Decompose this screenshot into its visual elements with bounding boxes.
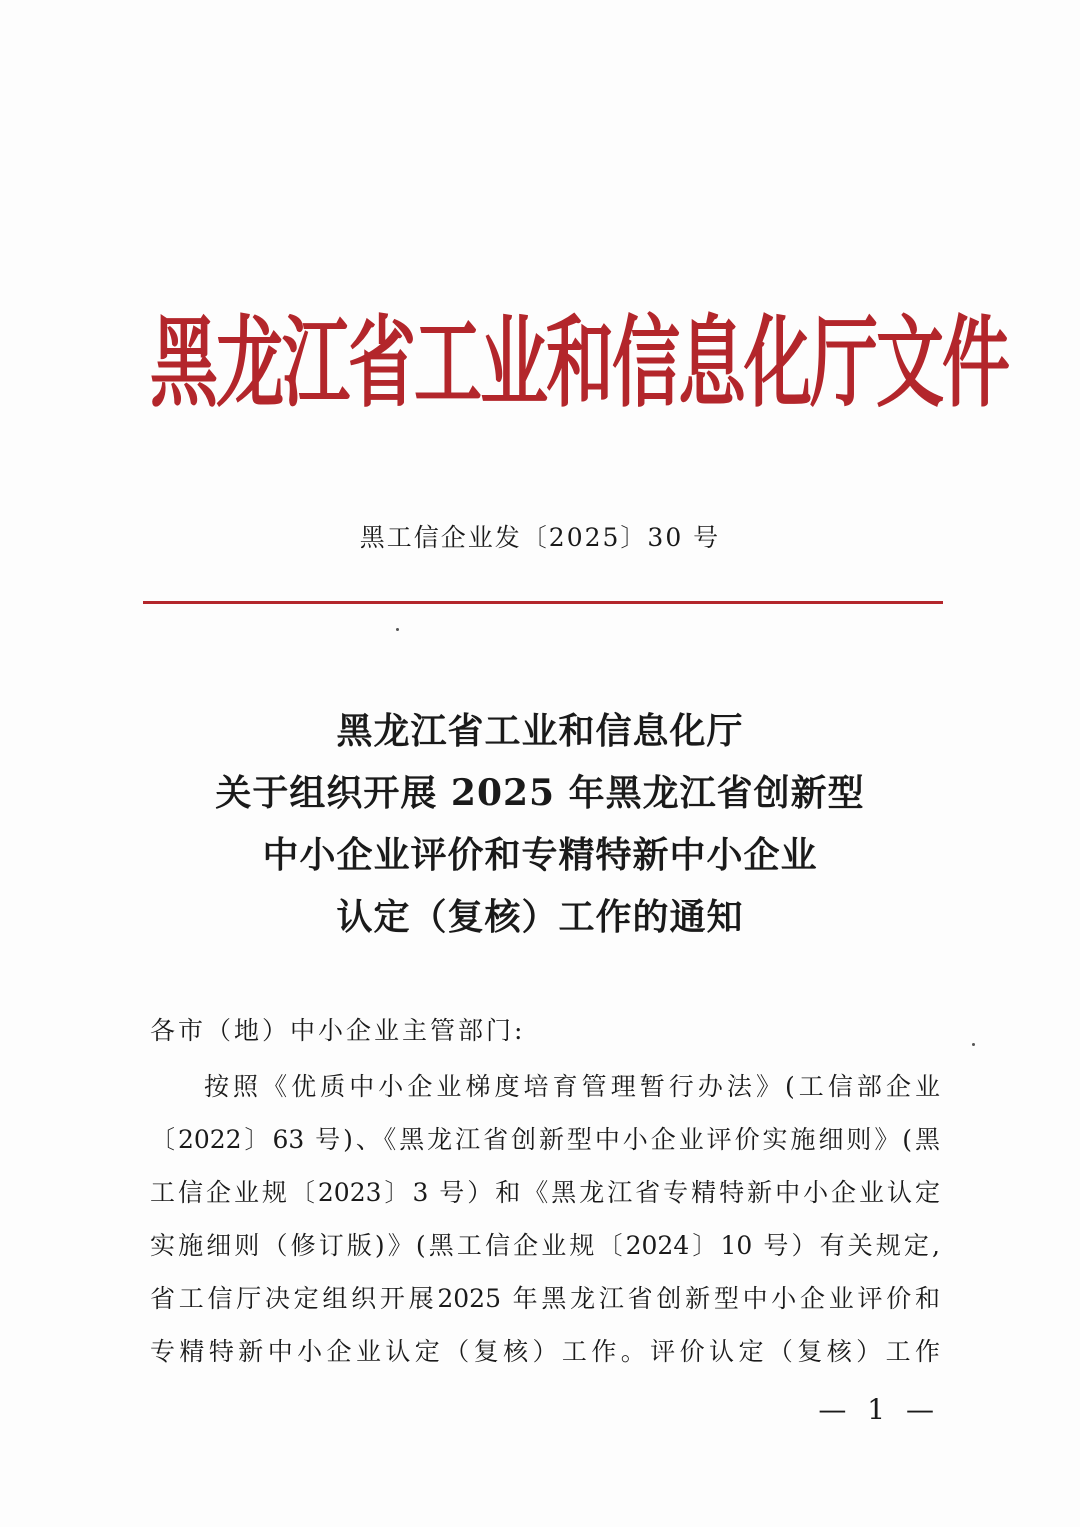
title-line: 黑龙江省工业和信息化厅 bbox=[336, 710, 744, 752]
body-line: 专精特新中小企业认定（复核）工作。评价认定（复核）工作 bbox=[150, 1337, 940, 1366]
body-line: 工信企业规〔2023〕3 号）和《黑龙江省专精特新中小企业认定 bbox=[150, 1178, 940, 1207]
scan-speck bbox=[972, 1043, 975, 1046]
body-line: 按照《优质中小企业梯度培育管理暂行办法》(工信部企业 bbox=[204, 1072, 940, 1101]
page-number: — 1 — bbox=[818, 1393, 940, 1426]
body-line: 〔2022〕63 号)、《黑龙江省创新型中小企业评价实施细则》(黑 bbox=[150, 1125, 940, 1154]
body-paragraph bbox=[150, 1060, 940, 1378]
title-line: 中小企业评价和专精特新中小企业 bbox=[262, 834, 818, 876]
masthead-title: 黑龙江省工业和信息化厅文件 bbox=[150, 307, 1009, 422]
body-line: 实施细则（修订版)》(黑工信企业规〔2024〕10 号）有关规定, bbox=[150, 1231, 940, 1260]
body-line: 省工信厅决定组织开展2025 年黑龙江省创新型中小企业评价和 bbox=[150, 1284, 940, 1313]
title-line: 关于组织开展 2025 年黑龙江省创新型 bbox=[215, 772, 865, 814]
salutation: 各市（地）中小企业主管部门: bbox=[150, 1016, 526, 1045]
scan-speck bbox=[396, 628, 399, 631]
document-number: 黑工信企业发〔2025〕30 号 bbox=[359, 523, 721, 552]
title-line: 认定（复核）工作的通知 bbox=[336, 896, 744, 938]
red-separator-line bbox=[143, 601, 943, 604]
notice-title bbox=[0, 700, 1080, 948]
masthead bbox=[150, 300, 1009, 430]
